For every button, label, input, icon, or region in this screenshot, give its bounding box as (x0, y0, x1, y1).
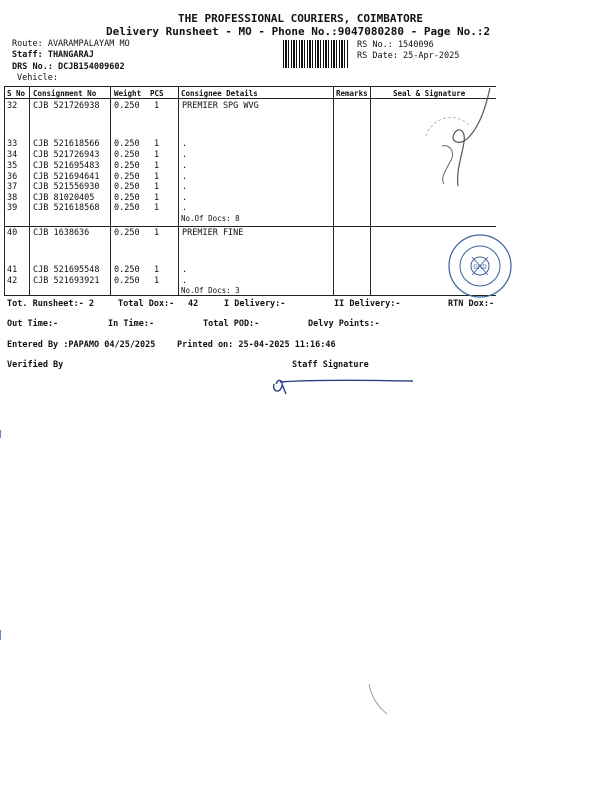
col-header-consignee: Consignee Details (181, 89, 258, 98)
row-pcs: 1 (154, 161, 160, 171)
staff-signature-label: Staff Signature (292, 360, 369, 370)
row-consignee: PREMIER SPG WVG (182, 101, 259, 111)
col-header-weight: Weight (114, 89, 142, 98)
col-header-pcs: PCS (150, 89, 164, 98)
row-weight: 0.250 (114, 193, 140, 203)
row-consignee: PREMIER FINE (182, 228, 244, 238)
row-consignment: CJB 521695548 (33, 265, 100, 275)
scan-edge-mark (0, 630, 1, 640)
row-consignment: CJB 521556930 (33, 182, 100, 192)
row-pcs: 1 (154, 276, 160, 286)
drs-number: DRS No.: DCJB154009602 (12, 62, 125, 72)
row-consignment: CJB 521726943 (33, 150, 100, 160)
tot-runsheet: Tot. Runsheet:- 2 (7, 299, 94, 309)
col-line (4, 86, 5, 295)
col-header-sno: S No (7, 89, 26, 98)
row-consignee: . (182, 172, 188, 182)
row-consignment: CJB 521618566 (33, 139, 100, 149)
row-sno: 36 (7, 172, 18, 182)
row-consignee: . (182, 193, 188, 203)
total-dox-label: Total Dox:- (118, 299, 175, 309)
row-consignment: CJB 521726938 (33, 101, 100, 111)
row-pcs: 1 (154, 139, 160, 149)
i-delivery: I Delivery:- (224, 299, 286, 309)
row-sno: 37 (7, 182, 18, 192)
staff-label: Staff: THANGARAJ (12, 50, 94, 60)
row-consignment: CJB 1638636 (33, 228, 90, 238)
scan-edge-mark (0, 430, 1, 438)
runsheet-subtitle: Delivery Runsheet - MO - Phone No.:9047080280 - Page No.:2 (106, 25, 491, 38)
ii-delivery: II Delivery:- (334, 299, 401, 309)
row-pcs: 1 (154, 265, 160, 275)
total-dox-value: 42 (188, 299, 199, 309)
row-sno: 35 (7, 161, 18, 171)
total-pod: Total POD:- (203, 319, 260, 329)
group-divider (4, 226, 496, 227)
group2-doc-count: No.Of Docs: 3 (181, 286, 240, 295)
row-consignee: . (182, 150, 188, 160)
row-pcs: 1 (154, 203, 160, 213)
group1-doc-count: No.Of Docs: 8 (181, 214, 240, 223)
row-pcs: 1 (154, 182, 160, 192)
row-weight: 0.250 (114, 228, 140, 238)
row-consignee: . (182, 139, 188, 149)
row-weight: 0.250 (114, 203, 140, 213)
route-label: Route: AVARAMPALAYAM MO (12, 39, 130, 49)
row-consignee: . (182, 276, 188, 286)
stamp-center-text: GRD (473, 264, 487, 271)
row-sno: 32 (7, 101, 18, 111)
row-weight: 0.250 (114, 101, 140, 111)
row-pcs: 1 (154, 228, 160, 238)
row-weight: 0.250 (114, 172, 140, 182)
printed-on: Printed on: 25-04-2025 11:16:46 (177, 340, 336, 350)
company-title: THE PROFESSIONAL COURIERS, COIMBATORE (178, 12, 424, 25)
row-consignee: . (182, 182, 188, 192)
verified-by: Verified By (7, 360, 64, 370)
col-line (29, 86, 30, 295)
company-seal-stamp (442, 233, 522, 303)
row-weight: 0.250 (114, 276, 140, 286)
rs-date: RS Date: 25-Apr-2025 (357, 51, 460, 61)
row-sno: 41 (7, 265, 18, 275)
row-sno: 39 (7, 203, 18, 213)
row-weight: 0.250 (114, 139, 140, 149)
row-weight: 0.250 (114, 265, 140, 275)
row-pcs: 1 (154, 172, 160, 182)
col-line (370, 86, 371, 295)
row-consignee: . (182, 203, 188, 213)
row-pcs: 1 (154, 150, 160, 160)
row-weight: 0.250 (114, 182, 140, 192)
row-consignment: CJB 81020405 (33, 193, 95, 203)
rs-number: RS No.: 1540096 (357, 40, 434, 50)
signature-mark-1 (420, 86, 500, 196)
row-sno: 33 (7, 139, 18, 149)
row-consignment: CJB 521693921 (33, 276, 100, 286)
row-sno: 38 (7, 193, 18, 203)
col-header-consignment: Consignment No (33, 89, 97, 98)
col-line (110, 86, 111, 295)
barcode (283, 40, 349, 68)
row-pcs: 1 (154, 101, 160, 111)
out-time: Out Time:- (7, 319, 59, 329)
col-header-remarks: Remarks (336, 89, 368, 98)
row-sno: 40 (7, 228, 18, 238)
in-time: In Time:- (108, 319, 155, 329)
staff-signature-mark (268, 372, 418, 398)
row-consignment: CJB 521694641 (33, 172, 100, 182)
row-sno: 42 (7, 276, 18, 286)
row-sno: 34 (7, 150, 18, 160)
pen-stroke-mark (365, 680, 415, 720)
row-pcs: 1 (154, 193, 160, 203)
row-consignee: . (182, 265, 188, 275)
row-consignment: CJB 521618568 (33, 203, 100, 213)
row-weight: 0.250 (114, 150, 140, 160)
row-consignee: . (182, 161, 188, 171)
row-consignment: CJB 521695483 (33, 161, 100, 171)
delvy-points: Delvy Points:- (308, 319, 380, 329)
col-line (333, 86, 334, 295)
row-weight: 0.250 (114, 161, 140, 171)
table-bottom-border (4, 295, 496, 296)
rtn-dox: RTN Dox:- (448, 299, 495, 309)
col-header-seal: Seal & Signature (393, 89, 466, 98)
entered-by: Entered By :PAPAMO 04/25/2025 (7, 340, 156, 350)
col-line (178, 86, 179, 295)
vehicle-label: Vehicle: (17, 73, 58, 83)
